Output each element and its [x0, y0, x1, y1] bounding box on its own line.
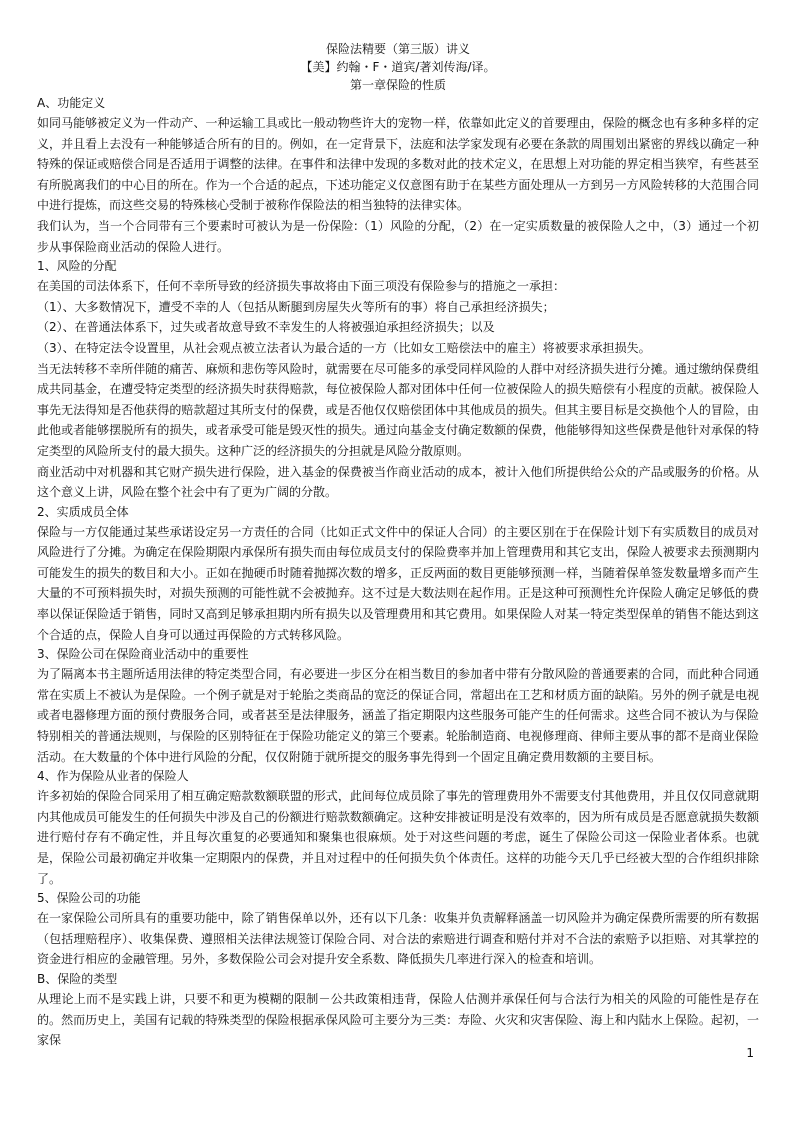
- section-heading: 4、作为保险从业者的保险人: [37, 769, 189, 784]
- page-number: 1: [746, 1046, 754, 1060]
- paragraph: 商业活动中对机器和其它财产损失进行保险，进入基金的保费被当作商业活动的成本，被计入他们所提供给公众的产品或服务的价格。从这个意义上讲，风险在整个社会中有了更为广阔的分散。: [37, 464, 759, 500]
- document-title: 保险法精要（第三版）讲义: [325, 42, 470, 56]
- section-heading: 2、实质成员全体: [37, 504, 129, 519]
- paragraph: 保险与一方仅能通过某些承诺设定另一方责任的合同（比如正式文件中的保证人合同）的主要区别在于在保险计划下有实质数目的成员对风险进行了分摊。为确定在保险期限内承保所有损失而由每位成员支付的保险费率并加上管理费用和其它支出，保险人被要求去预测期内可能发生的损失的数目和大小。正如在抛硬币时随着抛掷次数的增多，正反两面的数目更能够预测一样，当随着保单签发数量增多而产生大量的不可预料损失时，对损失预测的可能性就不会被抛弃。这不过是大数法则在起作用。正是这种可预测性允许保险人确定足够低的费率以保证保险适于销售，同时又高到足够承担期内所有损失以及管理费用和其它费用。如果保险人对某一特定类型保单的销售不能达到这个合适的点，保险人自身可以通过再保险的方式转移风险。: [37, 524, 759, 642]
- document-page: [37, 40, 759, 1051]
- paragraph: 为了隔离本书主题所适用法律的特定类型合同，有必要进一步区分在相当数目的参加者中带有分散风险的普通要素的合同，而此种合同通常在实质上不被认为是保险。一个例子就是对于轮胎之类商品的宽泛的保证合同，常超出在工艺和材质方面的缺陷。另外的例子就是电视或者电器修理方面的预付费服务合同，或者甚至是法律服务，涵盖了指定期限内这些服务可能产生的任何需求。这些合同不被认为与保险特别相关的普通法规则，与保险的区别特征在于保险功能定义的第三个要素。轮胎制造商、电视修理商、律师主要从事的都不是商业保险活动。在大数量的个体中进行风险的分配，仅仅附随于就所提交的服务事先得到一个固定且确定费用数额的主要目标。: [37, 667, 759, 764]
- document-authors: 【美】约翰・F・道宾/著刘传海/译。: [300, 60, 496, 74]
- section-heading: 5、保险公司的功能: [37, 891, 141, 906]
- paragraph: 当无法转移不幸所伴随的痛苦、麻烦和悲伤等风险时，就需要在尽可能多的承受同样风险的人群中对经济损失进行分摊。通过缴纳保费组成共同基金，在遭受特定类型的经济损失时获得赔款，每位被保险人都对团体中任何一位被保险人的损失赔偿有小程度的贡献。被保险人事先无法得知是否他获得的赔款超过其所支付的保费，或是否他仅仅赔偿团体中其他成员的损失。但其主要目标是交换他个人的冒险，由此他或者能够摆脱所有的损失，或者承受可能是毁灭性的损失。通过向基金支付确定数额的保费，他能够得知这些保费是他针对承保的特定类型的风险所支付的最大损失。这种广泛的经济损失的分担就是风险分散原则。: [37, 361, 759, 458]
- section-heading: 1、风险的分配: [37, 259, 117, 274]
- list-item: （3）、在特定法令设置里，从社会观点被立法者认为最合适的一方（比如女工赔偿法中的雇主）将被要求承担损失。: [37, 340, 651, 355]
- section-heading: B、保险的类型: [37, 971, 118, 986]
- paragraph: 在美国的司法体系下，任何不幸所导致的经济损失事故将由下面三项没有保险参与的措施之一承担：: [37, 279, 566, 294]
- section-heading: 3、保险公司在保险商业活动中的重要性: [37, 647, 249, 662]
- paragraph: 如同马能够被定义为一件动产、一种运输工具或比一般动物些许大的宠物一样，依靠如此定义的首要理由，保险的概念也有多种多样的定义，并且看上去没有一种能够适合所有的目的。例如，在一定背景下，法庭和法学家发现有必要在条款的周围划出紧密的界线以确定一种特殊的保证或赔偿合同是否适用于调整的法律。在事件和法律中发现的多数对此的技术定义，在思想上对功能的界定相当狭窄，有些甚至有所脱离我们的中心目的所在。作为一个合适的起点，下述功能定义仅意图有助于在某些方面处理从一方到另一方风险转移的大范围合同中进行提炼，而这些交易的特殊核心受制于被称作保险法的相当独特的法律实体。: [37, 116, 759, 213]
- paragraph: 在一家保险公司所具有的重要功能中，除了销售保单以外，还有以下几条：收集并负责解释涵盖一切风险并为确定保费所需要的所有数据（包括理赔程序）、收集保费、遵照相关法律法规签订保险合同、对合法的索赔进行调查和赔付并对不合法的索赔予以拒赔、对其掌控的资金进行相应的金融管理。另外，多数保险公司会对提升安全系数、降低损失几率进行深入的检查和培训。: [37, 911, 759, 967]
- section-heading: A、功能定义: [37, 96, 106, 110]
- chapter-title: 第一章保险的性质: [349, 78, 446, 92]
- paragraph: 从理论上而不是实践上讲，只要不和更为模糊的限制－公共政策相违背，保险人估测并承保任何与合法行为相关的风险的可能性是存在的。然而历史上，美国有记载的特殊类型的保险根据承保风险可主要分为三类：寿险、火灾和灾害保险、海上和内陆水上保险。起初，一家保: [37, 991, 759, 1048]
- list-item: （2）、在普通法体系下，过失或者故意导致不幸发生的人将被强迫承担经济损失；以及: [37, 320, 495, 335]
- list-item: （1）、大多数情况下，遭受不幸的人（包括从断腿到房屋失火等所有的事）将自己承担经济损失；: [37, 299, 555, 314]
- paragraph: 我们认为，当一个合同带有三个要素时可被认为是一份保险:（1）风险的分配，（2）在一定实质数量的被保险人之中，（3）通过一个初步从事保险商业活动的保险人进行。: [37, 218, 759, 254]
- paragraph: 许多初始的保险合同采用了相互确定赔款数额联盟的形式，此间每位成员除了事先的管理费用外不需要支付其他费用，并且仅仅同意就期内其他成员可能发生的任何损失中涉及自己的份额进行赔款数额确定。这种安排被证明是没有效率的，因为所有成员是否愿意就损失数额进行赔付存有不确定性，并且每次重复的必要通知和聚集也很麻烦。处于对这些问题的考虑，诞生了保险公司这一保险业者体系。也就是，保险公司最初确定并收集一定期限内的保费，并且对过程中的任何损失负个体责任。这样的功能今天几乎已经被大型的合作组织排除了。: [37, 789, 759, 886]
